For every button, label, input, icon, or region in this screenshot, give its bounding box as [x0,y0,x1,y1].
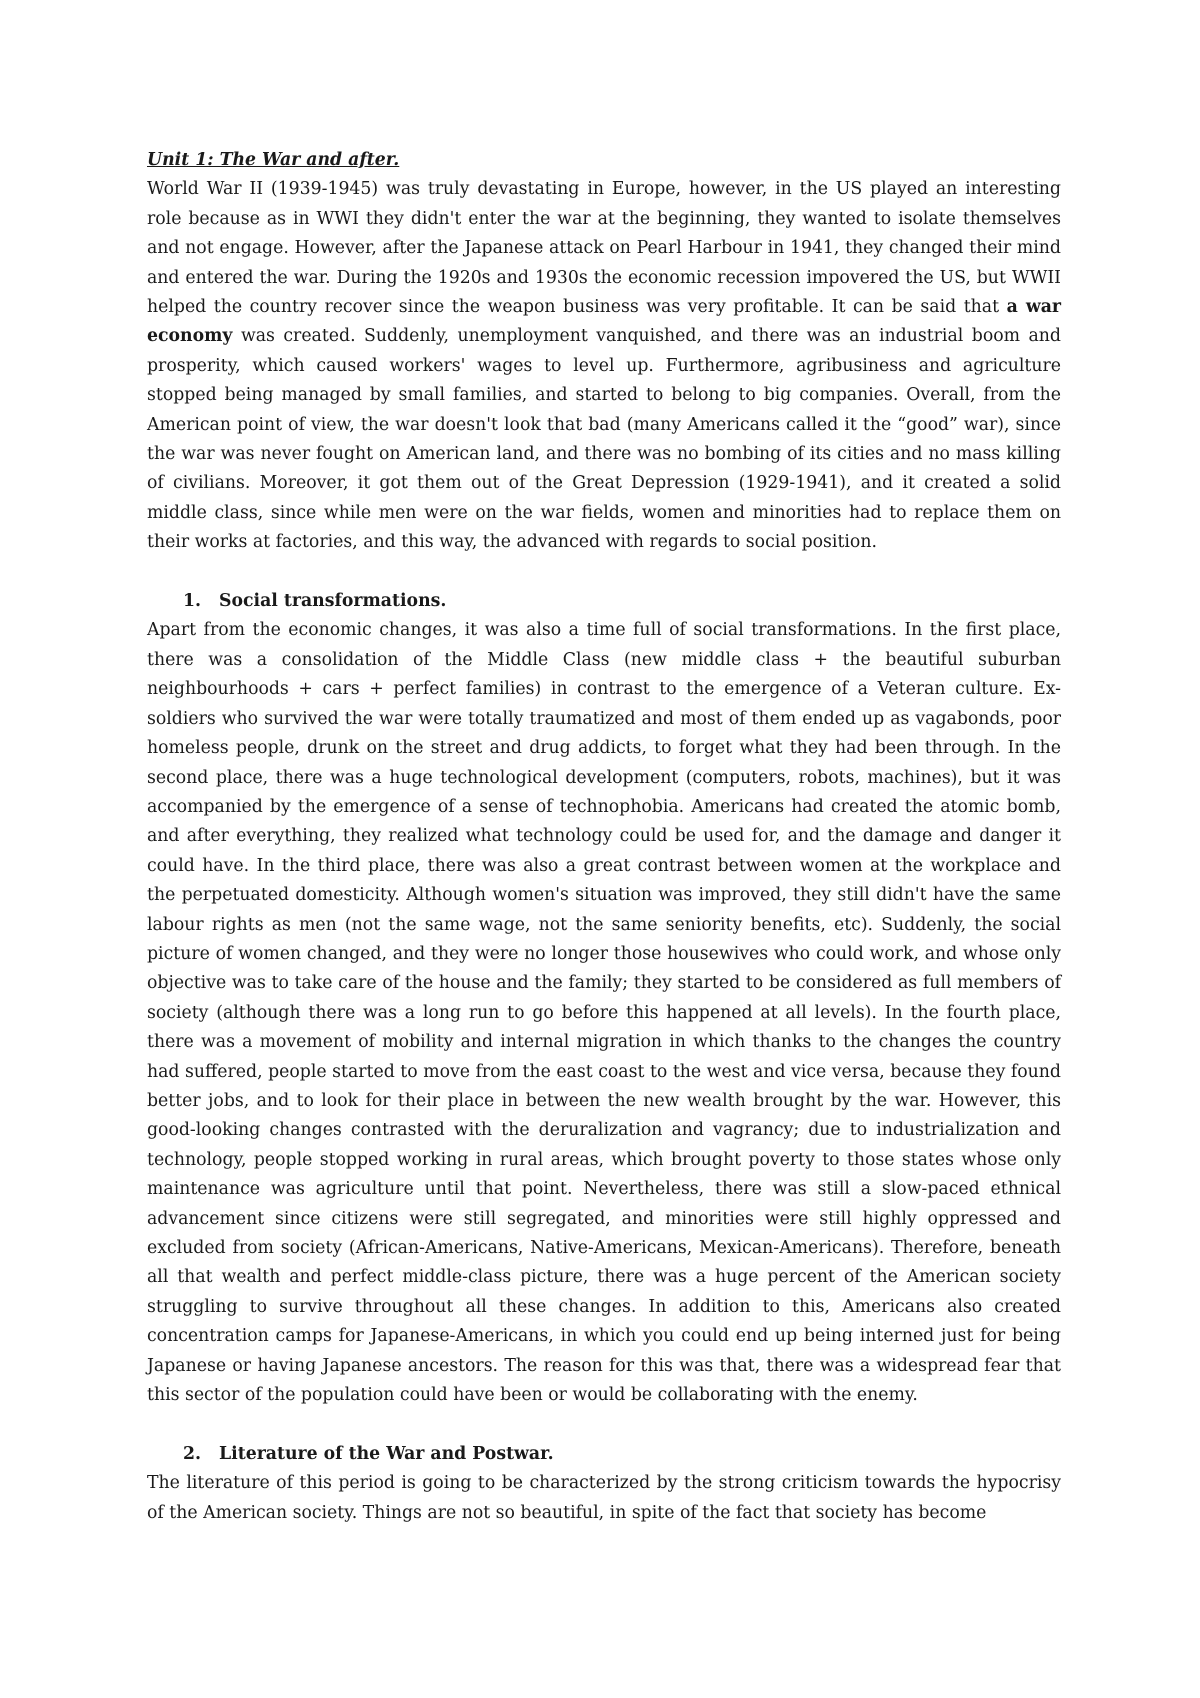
intro-text-part-2: was created. Suddenly, unemployment vanquished, and there was an industrial boom and prosperity, which caused workers' wages to level up. Furthermore, agribusiness and agriculture stopped being managed by small families, and started to belong to big companies. Overall, from the American point of view, the war doesn't look that bad (many Americans called it the “good” war), since the war was never fought on American land, and there was no bombing of its cities and no mass killing of civilians. Moreover, it got them out of the Great Depression (1929-1941), and it created a solid middle class, since while men were on the war fields, women and minorities had to replace them on their works at factories, and this way, the advanced with regards to social position. [147,326,1061,553]
unit-title: Unit 1: The War and after. [147,150,400,170]
intro-text-part-1: World War II (1939-1945) was truly devastating in Europe, however, in the US played an interesting role because as in WWI they didn't enter the war at the beginning, they wanted to isolate themselves and not engage. However, after the Japanese attack on Pearl Harbour in 1941, they changed their mind and entered the war. During the 1920s and 1930s the economic recession impovered the US, but WWII helped the country recover since the weapon business was very profitable. It can be said that [147,179,1061,318]
section-number: 1. [183,591,202,612]
intro-bold-phrase: a war economy [147,297,1061,347]
document-page [147,146,1061,1528]
section-heading-social [147,587,1061,616]
section-title: Social transformations. [219,591,447,612]
section-title: Literature of the War and Postwar. [219,1443,554,1464]
intro-paragraph [147,175,1061,557]
section-heading-literature [147,1440,1061,1469]
section-number: 2. [183,1443,202,1464]
section-body-social: Apart from the economic changes, it was also a time full of social transformations. In the first place, there was a consolidation of the Middle Class (new middle class + the beautiful suburban neighbourhoods + cars + perfect families) in contrast to the emergence of a Veteran culture. Ex-soldiers who survived the war were totally traumatized and most of them ended up as vagabonds, poor homeless people, drunk on the street and drug addicts, to forget what they had been through. In the second place, there was a huge technological development (computers, robots, machines), but it was accompanied by the emergence of a sense of technophobia. Americans had created the atomic bomb, and after everything, they realized what technology could be used for, and the damage and danger it could have. In the third place, there was also a great contrast between women at the workplace and the perpetuated domesticity. Although women's situation was improved, they still didn't have the same labour rights as men (not the same wage, not the same seniority benefits, etc). Suddenly, the social picture of women changed, and they were no longer those housewives who could work, and whose only objective was to take care of the house and the family; they started to be considered as full members of society (although there was a long run to go before this happened at all levels). In the fourth place, there was a movement of mobility and internal migration in which thanks to the changes the country had suffered, people started to move from the east coast to the west and vice versa, because they found better jobs, and to look for their place in between the new wealth brought by the war. However, this good-looking changes contrasted with the deruralization and vagrancy; due to industrialization and technology, people stopped working in rural areas, which brought poverty to those states whose only maintenance was agriculture until that point. Nevertheless, there was still a slow-paced ethnical advancement since citizens were still segregated, and minorities were still highly oppressed and excluded from society (African-Americans, Native-Americans, Mexican-Americans). Therefore, beneath all that wealth and perfect middle-class picture, there was a huge percent of the American society struggling to survive throughout all these changes. In addition to this, Americans also created concentration camps for Japanese-Americans, in which you could end up being interned just for being Japanese or having Japanese ancestors. The reason for this was that, there was a widespread fear that this sector of the population could have been or would be collaborating with the enemy. [147,620,1061,1406]
section-body-literature: The literature of this period is going to be characterized by the strong criticism towards the hypocrisy of the American society. Things are not so beautiful, in spite of the fact that society has become [147,1473,1061,1523]
